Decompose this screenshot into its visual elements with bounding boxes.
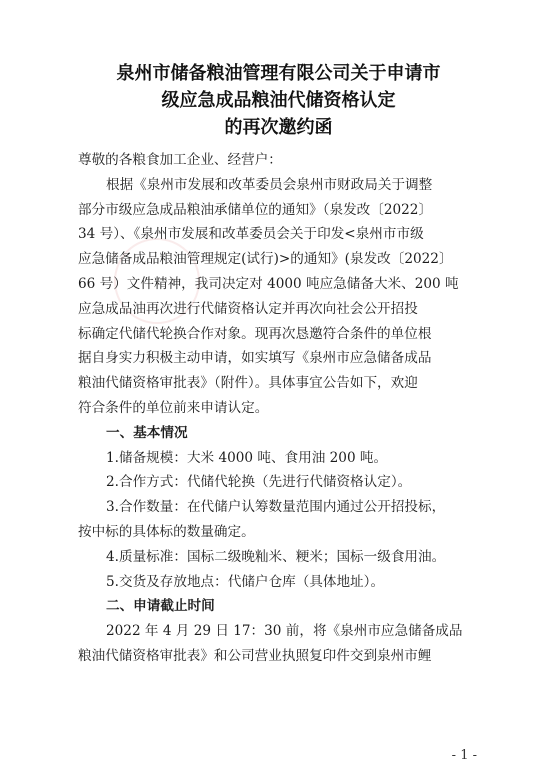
- list-item: 5.交货及存放地点：代储户仓库（具体地址）。: [106, 573, 385, 590]
- paragraph-line: 应急储备成品粮油管理规定(试行)>的通知》(泉发改〔2022〕: [78, 251, 453, 268]
- page-number: - 1 -: [451, 748, 477, 763]
- title-line-2: 级应急成品粮油代储资格认定: [161, 90, 396, 111]
- list-item-continuation: 按中标的具体标的数量确定。: [78, 523, 255, 540]
- salutation: 尊敬的各粮食加工企业、经营户：: [78, 152, 282, 168]
- list-item: 3.合作数量：在代储户认筹数量范围内通过公开招投标，: [106, 499, 446, 516]
- section-1-items: [78, 446, 488, 595]
- paragraph-line: 标确定代储代轮换合作对象。现再次恳邀符合条件的单位根: [78, 325, 432, 342]
- document-body: [78, 148, 488, 669]
- list-item: 2.合作方式：代储代轮换（先进行代储资格认定）。: [106, 474, 412, 491]
- paragraph-line: 66 号）文件精神，我司决定对 4000 吨应急储备大米、200 吨: [78, 275, 459, 292]
- paragraph-line: 应急成品油再次进行代储资格认定并再次向社会公开招投: [78, 300, 418, 317]
- section-1-heading: 一、基本情况: [106, 424, 188, 441]
- list-item: 1.储备规模：大米 4000 吨、食用油 200 吨。: [106, 449, 388, 466]
- paragraph-line: 34 号）、《泉州市发展和改革委员会关于印发<泉州市市级: [78, 226, 424, 243]
- section-2-heading: 二、申请截止时间: [106, 598, 215, 615]
- title-line-3: 的再次邀约函: [224, 117, 333, 138]
- paragraph-line: 粮油代储资格审批表》（附件）。具体事宜公告如下，欢迎: [78, 375, 418, 392]
- paragraph-line: 粮油代储资格审批表》和公司营业执照复印件交到泉州市鲤: [78, 647, 432, 664]
- list-item: 4.质量标准：国标二级晚籼米、粳米；国标一级食用油。: [106, 548, 446, 565]
- paragraph-line: 根据《泉州市发展和改革委员会泉州市财政局关于调整: [106, 176, 433, 193]
- title-line-1: 泉州市储备粮油管理有限公司关于申请市: [116, 63, 441, 84]
- paragraph-1: [78, 173, 488, 421]
- paragraph-line: 符合条件的单位前来申请认定。: [78, 399, 269, 416]
- paragraph-line: 据自身实力积极主动申请，如实填写《泉州市应急储备成品: [78, 350, 432, 367]
- document-title: [60, 60, 497, 141]
- paragraph-line: 部分市级应急成品粮油承储单位的通知》（泉发改〔2022〕: [78, 201, 433, 218]
- paragraph-line: 2022 年 4 月 29 日 17：30 前，将《泉州市应急储备成品: [106, 623, 463, 640]
- section-2-text: [78, 619, 488, 669]
